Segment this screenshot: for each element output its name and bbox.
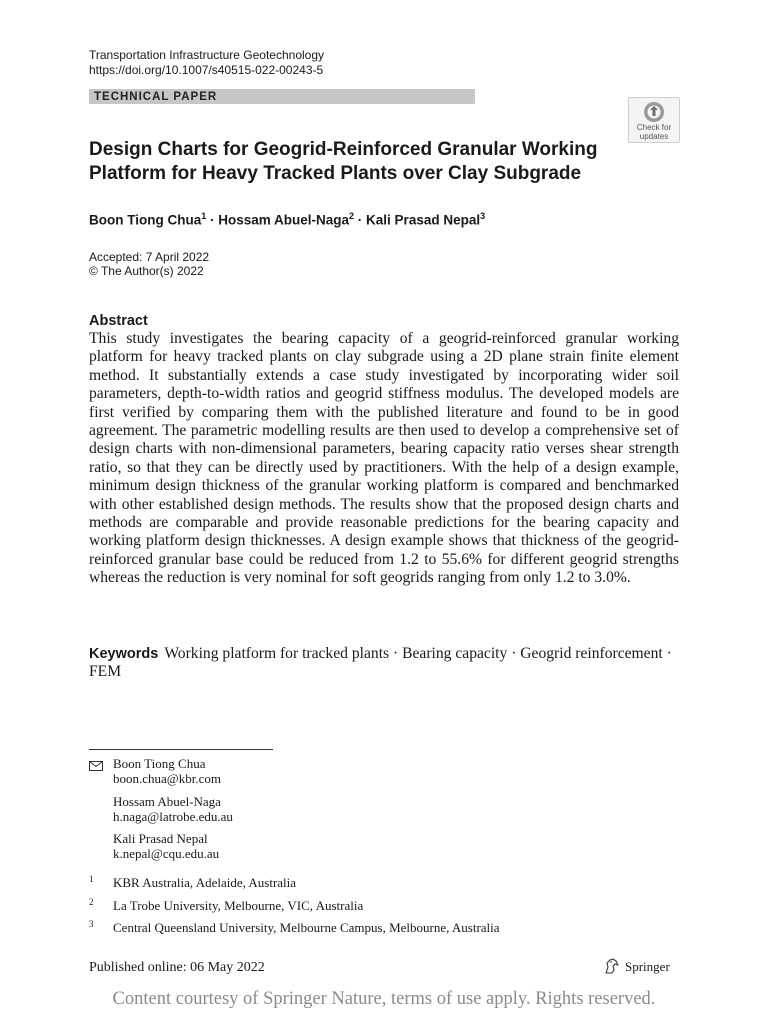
author-list [89, 207, 485, 230]
keywords-label: Keywords [89, 646, 159, 662]
contact-name: Boon Tiong Chua [113, 756, 206, 771]
accepted-date: Accepted: 7 April 2022 [89, 250, 210, 264]
author-separator: · [206, 212, 219, 228]
contact-name: Kali Prasad Nepal [113, 831, 208, 846]
courtesy-notice: Content courtesy of Springer Nature, terms of use apply. Rights reserved. [112, 989, 656, 1009]
badge-text: Check for updates [636, 123, 672, 141]
contact-email[interactable]: k.nepal@cqu.edu.au [113, 846, 220, 861]
springer-horse-icon [603, 958, 621, 974]
author-name[interactable]: Kali Prasad Nepal [366, 212, 481, 228]
footnote-divider [89, 749, 273, 750]
copyright-notice: © The Author(s) 2022 [89, 264, 204, 278]
paper-type-label: TECHNICAL PAPER [94, 91, 218, 103]
contact-name: Hossam Abuel-Naga [113, 794, 221, 809]
publisher-logo [603, 958, 670, 975]
contact-email[interactable]: h.naga@latrobe.edu.au [113, 809, 233, 824]
affiliation-number: 1 [89, 874, 94, 884]
author-separator: · [354, 212, 367, 228]
author-affiliation-number: 1 [201, 211, 207, 221]
check-for-updates-badge[interactable] [628, 97, 680, 143]
journal-name: Transportation Infrastructure Geotechnology [89, 48, 325, 62]
author-name[interactable]: Boon Tiong Chua [89, 212, 202, 228]
envelope-icon [89, 758, 103, 776]
author-name[interactable]: Hossam Abuel-Naga [218, 212, 350, 228]
affiliation-text: La Trobe University, Melbourne, VIC, Australia [113, 898, 364, 913]
keywords-text: Working platform for tracked plants · Bearing capacity · Geogrid reinforcement · FEM [89, 645, 672, 681]
abstract-heading: Abstract [89, 313, 148, 329]
affiliation-text: KBR Australia, Adelaide, Australia [113, 875, 297, 890]
affiliation-number: 2 [89, 897, 94, 907]
author-affiliation-number: 3 [480, 211, 486, 221]
author-affiliation-number: 2 [349, 211, 355, 221]
affiliation-text: Central Queensland University, Melbourne Campus, Melbourne, Australia [113, 920, 500, 935]
published-online-date: Published online: 06 May 2022 [89, 960, 265, 975]
contact-email[interactable]: boon.chua@kbr.com [113, 771, 222, 786]
affiliation-number: 3 [89, 919, 94, 929]
doi-link[interactable]: https://doi.org/10.1007/s40515-022-00243-5 [89, 63, 324, 77]
keywords-section [89, 645, 679, 682]
paper-title: Design Charts for Geogrid-Reinforced Granular Working Platform for Heavy Tracked Plants over Clay Subgrade [89, 139, 598, 184]
abstract-body: This study investigates the bearing capacity of a geogrid-reinforced granular working platform for heavy tracked plants on clay subgrade using a 2D plane strain finite element method. It substantially extends a case study investigated by incorporating wider soil parameters, depth-to-width ratios and geogrid stiffness modulus. The developed models are first verified by comparing them with the published literature and found to be in good agreement. The parametric modelling results are then used to develop a comprehensive set of design charts with non-dimensional parameters, bearing capacity ratio verses shear strength ratio, so that they can be directly used by practitioners. With the help of a design example, minimum design thickness of the granular working platform is compared and benchmarked with other established design methods. The results show that the proposed design charts and methods are comparable and provide reasonable predictions for the bearing capacity and working platform design thicknesses. A design example shows that thickness of the geogrid-reinforced granular base could be reduced from 1.2 to 55.6% for different geogrid strengths whereas the reduction is very nominal for soft geogrids ranging from only 1.2 to 3.0%. [89, 330, 679, 587]
check-for-updates-icon [643, 101, 665, 123]
publisher-name: Springer [625, 959, 670, 974]
